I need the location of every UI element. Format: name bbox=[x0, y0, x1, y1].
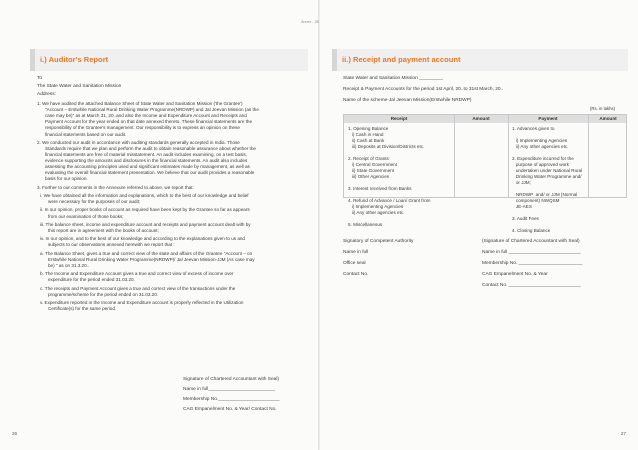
addressee-line: The State Water and Sanitation Mission bbox=[37, 84, 122, 89]
report-paragraph-line: c. The receipts and Payment Account gives a true and correct view of the transactions under the bbox=[40, 285, 236, 291]
intro-line: State Water and Sanitation Mission _________ bbox=[343, 76, 444, 81]
report-paragraph-line: expenditure for the period ended 31.03.20. bbox=[48, 277, 135, 283]
report-paragraph-line: this report are in agreement with the books of account; bbox=[48, 227, 159, 233]
signature-line: Name in full_________________________ bbox=[183, 387, 276, 392]
report-paragraph-line: ii. In our opinion, proper books of account as required have been kept by the Grantee so far as appears bbox=[40, 207, 250, 213]
units-note: (Rs. in lakhs) bbox=[590, 106, 616, 111]
report-paragraph-line: be) " as on 31.3.20.. bbox=[48, 262, 90, 268]
payments-cell: 1. Advances given to i) Implementing Agencies ii) Any other agencies etc. 2. Expenditure incurred for the purpose of approved work undertaken under National Rural Drinking Water Programme and/ or JJM; NRDWP and/ or JJM (Normal component) NWQSM JE-AES 3. Audit Fees 4. Closing Balance bbox=[512, 126, 583, 233]
header-accent-bar bbox=[30, 49, 35, 71]
report-paragraph-line: 3. Further to our comments in the Annexure referred to above, we report that: bbox=[37, 184, 194, 190]
signature-line: CAG Empanelment No. & Year/ Contact No. bbox=[183, 407, 277, 412]
addressee-line: Address: bbox=[37, 92, 56, 97]
ca-line: CAG Empanelment No. & Year bbox=[482, 272, 548, 277]
report-paragraph-line: iii. The balance sheet, income and expenditure account and receipts and payment account dealt with by bbox=[40, 221, 251, 227]
intro-line: Receipt & Payment Accounts for the period 1st April, 20..to 31st March, 20.. bbox=[343, 87, 504, 92]
signature-line: Signature of Chartered Accountant with Seal) bbox=[183, 377, 279, 382]
receipt-payment-header bbox=[332, 49, 628, 71]
report-paragraph-line: a. The Balance Sheet, gives a true and correct view of the state and affairs of the Grantee "Account – on bbox=[40, 250, 253, 256]
report-paragraph-line: Payment Account for the year ended on that date annexed thereto. These financial statements are the bbox=[45, 119, 253, 125]
header-accent-bar bbox=[332, 49, 337, 71]
table-divider bbox=[454, 115, 455, 197]
report-paragraph-line: basis for our opinion. bbox=[45, 176, 88, 182]
report-paragraph-line: evaluating the overall financial statement presentation. We believe that our audit provides a reasonable bbox=[45, 170, 255, 176]
report-paragraph-line: iv. In our opinion, and to the best of our knowledge and according to the explanations given to us and bbox=[40, 236, 245, 242]
auditor-report-title: i.) Auditor's Report bbox=[40, 55, 109, 64]
page-fold bbox=[318, 0, 320, 450]
table-divider bbox=[508, 115, 509, 197]
receipt-payment-title: ii.) Receipt and payment account bbox=[342, 55, 461, 64]
report-paragraph-line: Standards require that we plan and perform the audit to obtain reasonable assurance about whether the bbox=[45, 145, 256, 151]
col-payment: Payment bbox=[538, 116, 558, 121]
report-paragraph-line: from our examination of those books; bbox=[48, 213, 124, 219]
annex-label: Annex - 2B bbox=[301, 20, 319, 24]
authority-line: Signatory of Competent Authority bbox=[343, 239, 414, 244]
report-paragraph-line: Certificate(s) for the same period. bbox=[48, 306, 117, 311]
report-paragraph-line: case may be)" as at March 31, 20..and also the Income and Expenditure Account and Receipts and bbox=[45, 113, 247, 119]
report-paragraph-line: evidence supporting the amounts and disclosures in the financial statements. An audit also includes bbox=[45, 158, 248, 164]
addressee-line: To bbox=[37, 76, 43, 81]
authority-line: Contact No. bbox=[343, 272, 369, 277]
col-payment-amount: Amount bbox=[599, 116, 617, 121]
signature-line: Membership No._______________________ bbox=[183, 397, 280, 402]
report-paragraph-line: b. The Income and Expenditure Account gives a true and correct view of excess of income over bbox=[40, 271, 234, 277]
ca-line: Membership No. ________________________ bbox=[482, 261, 583, 266]
report-paragraph-line: assessing the accounting principles used and significant estimates made by management, as well as bbox=[45, 164, 250, 170]
report-paragraph-line: responsibility of the Grantee's management. Our responsibility is to express an opinion on these bbox=[45, 125, 240, 131]
report-paragraph-line: i. We have obtained all the information and explanations, which to the best of our knowledge and belief bbox=[40, 193, 249, 198]
report-paragraph-line: financial statements based on our audit. bbox=[45, 131, 127, 137]
ca-line: Contact No. ___________________________ bbox=[482, 283, 581, 288]
auditor-report-header bbox=[30, 49, 308, 71]
table-divider bbox=[588, 115, 589, 197]
report-paragraph-line: 2. We conducted our audit in accordance with auditing standards generally accepted in India. Those bbox=[37, 139, 240, 145]
report-paragraph-line: "Account – Erstwhile National Rural Drinking Water Programme(NRDWP) and Jal Jeevan Mission (as the bbox=[45, 107, 259, 113]
ca-line: (Signature of Chartered Accountant with Seal) bbox=[482, 239, 580, 244]
page-number-right: 27 bbox=[620, 431, 626, 436]
receipts-cell: 1. Opening Balance i) Cash in Hand ii) Cash at Bank iii) Deposits at Division/Districts etc. 2. Receipt of Grants i) Central Government ii) State Government iii) Other Agencies 3. Interest received from Banks 4. Refund of Advance / Loan/ Grant from i) Implementing Agencies ii) Any other agencies etc. 5. Miscellaneous bbox=[348, 126, 431, 227]
report-paragraph-line: v. Expenditure reported in the Income and Expenditure account is properly reflected in the Utilization bbox=[40, 299, 244, 305]
report-paragraph-line: subjects to our observations annexed herewith we report that : bbox=[48, 242, 175, 248]
report-paragraph-line: Erstwhile National Rural Drinking Water Programme(NRDWP)/ Jal Jeevan Mission-JJM (As case may bbox=[48, 256, 255, 262]
page-number-left: 26 bbox=[12, 431, 18, 436]
col-receipt-amount: Amount bbox=[472, 116, 490, 121]
col-receipt: Receipt bbox=[390, 116, 408, 121]
ca-line: Name in full ___________________________ bbox=[482, 250, 581, 255]
intro-line: Name of the scheme-Jal Jeevan Mission(Erstwhile NRDWP) bbox=[343, 98, 472, 103]
receipt-payment-table bbox=[343, 114, 627, 233]
report-paragraph-line: 1. We have audited the attached Balance Sheet of State Water and Sanitation Mission ('the Grantee') bbox=[37, 101, 243, 106]
report-paragraph-line: financial statements are free of material misstatement. An audit includes examining, on a test basis, bbox=[45, 152, 247, 157]
report-paragraph-line: were necessary for the purposes of our audit; bbox=[48, 199, 141, 205]
report-paragraph-line: programme/scheme for the period ended on 31.03.20. bbox=[48, 291, 159, 297]
authority-line: Office seal bbox=[343, 261, 366, 266]
authority-line: Name in full bbox=[343, 250, 369, 255]
